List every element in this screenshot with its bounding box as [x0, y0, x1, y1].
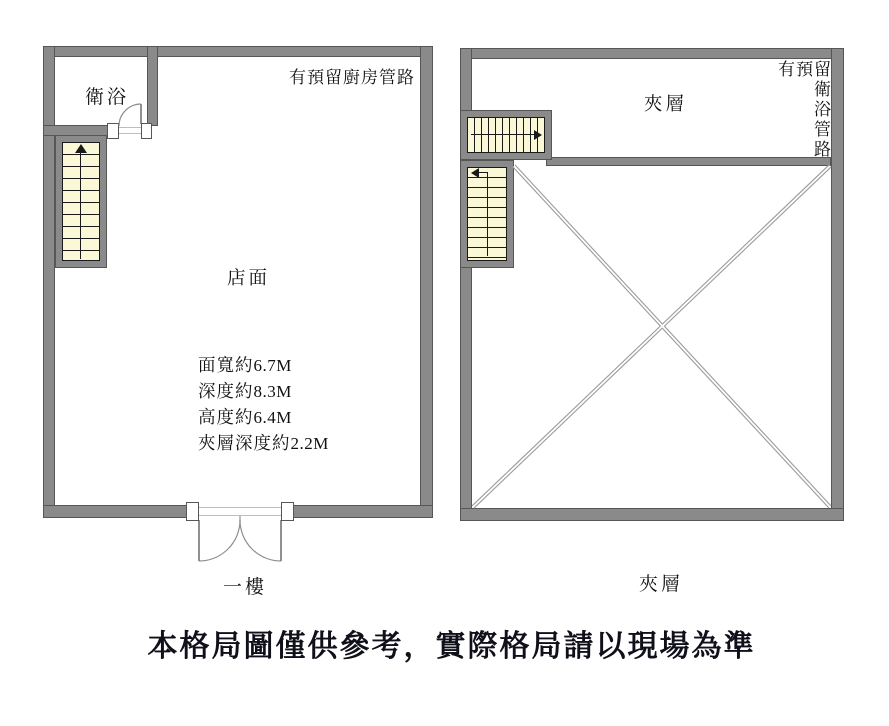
- void-cross-line-2-gap: [473, 166, 830, 507]
- storefront-label: 店面: [227, 269, 271, 289]
- mezzanine-stair-run-line: [471, 134, 537, 135]
- floor1-wall-left: [43, 46, 55, 518]
- kitchen-piping-note: 有預留廚房管路: [289, 68, 415, 87]
- mezzanine-stair-right-arrow-icon: [534, 130, 542, 140]
- mezzanine-stair-center-line: [487, 172, 488, 256]
- bath-piping-note-vertical: 衛浴管路: [814, 80, 831, 159]
- mezzanine-room-label: 夾層: [644, 95, 688, 115]
- bath-piping-note: [778, 55, 832, 160]
- void-cross-line-2: [473, 166, 830, 507]
- floor1-staircase: [62, 142, 100, 261]
- bathroom-door-jamb-left: [107, 123, 119, 139]
- entrance-threshold: [199, 515, 281, 516]
- entrance-jamb-left: [186, 502, 199, 521]
- void-cross-line-1-gap: [514, 166, 830, 507]
- dimension-mezzanine-depth: 夾層深度約2.2M: [198, 433, 329, 453]
- bathroom-door-threshold: [119, 133, 141, 134]
- dimension-width: 面寬約6.7M: [198, 355, 292, 375]
- entrance-jamb-right: [281, 502, 294, 521]
- void-cross-line-1: [514, 166, 830, 507]
- disclaimer-text: 本格局圖僅供參考，實際格局請以現場為準: [147, 630, 756, 663]
- dimension-depth: 深度約8.3M: [198, 381, 292, 401]
- mezzanine-wall-bottom: [460, 508, 844, 521]
- entrance-opening: [199, 503, 281, 520]
- mezzanine-caption: 夾層: [639, 574, 684, 595]
- mezzanine-stair-left-arrow-icon: [471, 168, 479, 178]
- bathroom-label: 衛浴: [85, 87, 130, 108]
- dimension-list: [198, 352, 329, 456]
- floor1-wall-right: [420, 46, 433, 518]
- bath-piping-note-head: 有預留: [778, 60, 832, 79]
- dimension-height: 高度約6.4M: [198, 407, 292, 427]
- mezzanine-wall-right: [831, 48, 844, 521]
- entrance-threshold: [199, 507, 281, 508]
- floor1-stair-up-arrow-icon: [75, 144, 87, 153]
- bathroom-wall-right: [147, 46, 158, 126]
- mezzanine-stair-turn-line: [479, 172, 488, 173]
- entrance-door-arc-left: [199, 520, 240, 561]
- bathroom-door-jamb-right: [141, 123, 152, 139]
- entrance-door-arc-right: [240, 520, 281, 561]
- bathroom-door-threshold: [119, 127, 141, 128]
- floor1-caption: 一樓: [223, 577, 268, 598]
- floor1-wall-top: [43, 46, 433, 57]
- floor1-stair-center-line: [80, 153, 81, 259]
